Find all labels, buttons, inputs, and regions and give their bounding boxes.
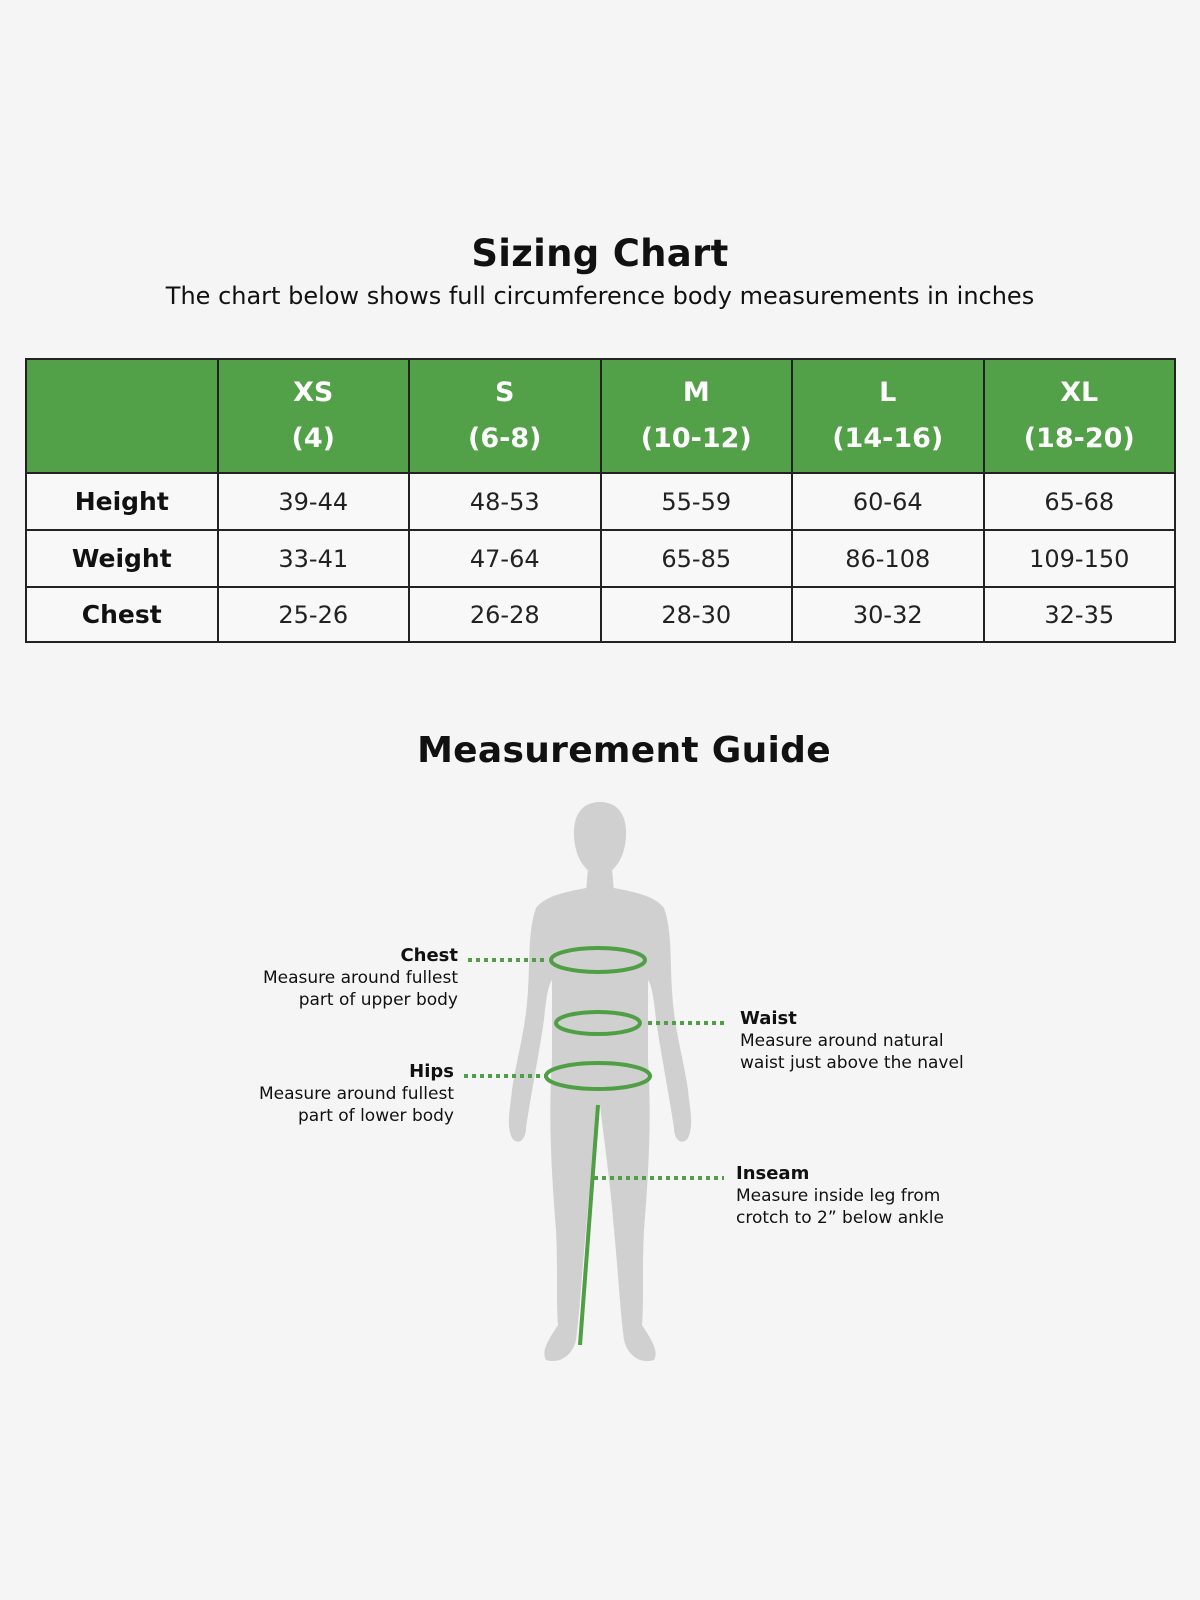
chest-callout: [263, 945, 458, 1011]
table-cell: 30-32: [792, 587, 984, 642]
size-label: S: [495, 377, 515, 408]
size-label: L: [879, 377, 897, 408]
chest-callout-desc-line2: part of upper body: [298, 990, 458, 1010]
waist-callout-title: Waist: [740, 1008, 797, 1029]
table-cell: 47-64: [409, 530, 601, 587]
table-cell: 48-53: [409, 473, 601, 530]
size-label: M: [682, 377, 710, 408]
table-cell: 28-30: [601, 587, 793, 642]
inseam-callout-title: Inseam: [736, 1163, 810, 1184]
body-silhouette-icon: [509, 802, 691, 1361]
table-cell: 109-150: [984, 530, 1176, 587]
table-cell: 32-35: [984, 587, 1176, 642]
table-cell: 65-68: [984, 473, 1176, 530]
table-cell: 25-26: [218, 587, 410, 642]
body-shape: [509, 888, 691, 1361]
table-cell: 33-41: [218, 530, 410, 587]
size-label: XL: [1060, 377, 1099, 408]
guide-title: Measurement Guide: [417, 730, 831, 771]
inseam-callout-desc-line2: crotch to 2” below ankle: [736, 1208, 944, 1228]
table-cell: 86-108: [792, 530, 984, 587]
hips-callout: [259, 1061, 454, 1127]
size-range: (4): [291, 423, 335, 454]
table-cell: 39-44: [218, 473, 410, 530]
table-cell: 60-64: [792, 473, 984, 530]
page-title: Sizing Chart: [471, 232, 729, 275]
waist-callout: [740, 1008, 964, 1074]
size-range: (6-8): [468, 423, 542, 454]
chest-callout-desc-line1: Measure around fullest: [262, 968, 458, 988]
head-shape: [574, 802, 626, 876]
inseam-callout-desc-line1: Measure inside leg from: [736, 1186, 941, 1206]
row-label: Height: [26, 473, 218, 530]
hips-callout-desc-line1: Measure around fullest: [258, 1084, 454, 1104]
size-range: (10-12): [640, 423, 752, 454]
page-subtitle: The chart below shows full circumference body measurements in inches: [165, 282, 1035, 310]
hips-callout-desc-line2: part of lower body: [298, 1106, 454, 1126]
row-label: Chest: [26, 587, 218, 642]
inseam-callout: [736, 1163, 944, 1229]
chest-callout-title: Chest: [400, 945, 458, 966]
table-cell: 26-28: [409, 587, 601, 642]
table-cell: 55-59: [601, 473, 793, 530]
row-label: Weight: [26, 530, 218, 587]
hips-callout-title: Hips: [409, 1061, 454, 1082]
size-label: XS: [293, 377, 334, 408]
waist-callout-desc-line2: waist just above the navel: [740, 1053, 964, 1073]
waist-callout-desc-line1: Measure around natural: [740, 1031, 944, 1051]
table-cell: 65-85: [601, 530, 793, 587]
size-range: (18-20): [1023, 423, 1135, 454]
size-range: (14-16): [832, 423, 944, 454]
